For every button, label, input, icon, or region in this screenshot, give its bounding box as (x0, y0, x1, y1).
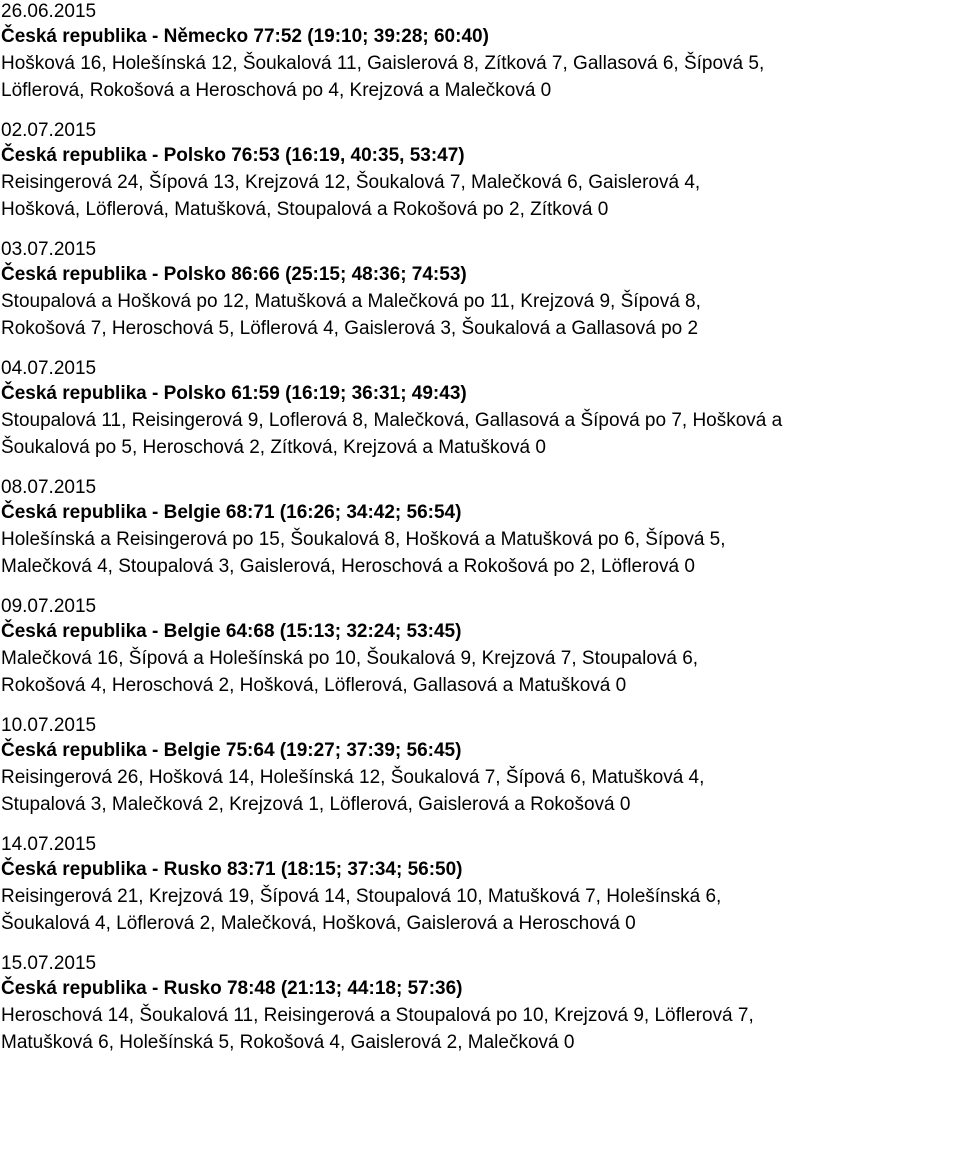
match-title: Česká republika - Rusko 83:71 (18:15; 37:34; 56:50) (1, 859, 463, 880)
scorers-line: Šoukalová 4, Löflerová 2, Malečková, Hošková, Gaislerová a Heroschová 0 (1, 913, 636, 934)
match-entry (1, 357, 960, 461)
scorers-line: Stoupalová 11, Reisingerová 9, Loflerová 8, Malečková, Gallasová a Šípová po 7, Hošková a (1, 410, 783, 431)
match-date: 09.07.2015 (1, 596, 97, 617)
scorers-line: Malečková 16, Šípová a Holešínská po 10, Šoukalová 9, Krejzová 7, Stoupalová 6, (1, 648, 699, 669)
scorers-line: Stupalová 3, Malečková 2, Krejzová 1, Löflerová, Gaislerová a Rokošová 0 (1, 794, 631, 815)
scorers-line: Rokošová 4, Heroschová 2, Hošková, Löflerová, Gallasová a Matušková 0 (1, 675, 627, 696)
match-date: 15.07.2015 (1, 953, 97, 974)
match-date: 08.07.2015 (1, 477, 97, 498)
scorers-line: Reisingerová 26, Hošková 14, Holešínská 12, Šoukalová 7, Šípová 6, Matušková 4, (1, 767, 705, 788)
match-date: 04.07.2015 (1, 358, 97, 379)
match-entry (1, 595, 960, 699)
match-date: 10.07.2015 (1, 715, 97, 736)
match-entry (1, 714, 960, 818)
scorers-line: Hošková, Löflerová, Matušková, Stoupalová a Rokošová po 2, Zítková 0 (1, 199, 609, 220)
scorers-line: Reisingerová 24, Šípová 13, Krejzová 12, Šoukalová 7, Malečková 6, Gaislerová 4, (1, 172, 701, 193)
match-entry (1, 119, 960, 223)
match-entry (1, 0, 960, 104)
scorers-line: Löflerová, Rokošová a Heroschová po 4, Krejzová a Malečková 0 (1, 80, 552, 101)
match-entry (1, 952, 960, 1056)
scorers-line: Stoupalová a Hošková po 12, Matušková a Malečková po 11, Krejzová 9, Šípová 8, (1, 291, 701, 312)
match-title: Česká republika - Belgie 68:71 (16:26; 34:42; 56:54) (1, 502, 462, 523)
match-date: 03.07.2015 (1, 239, 97, 260)
match-title: Česká republika - Polsko 61:59 (16:19; 36:31; 49:43) (1, 383, 467, 404)
match-title: Česká republika - Německo 77:52 (19:10; 39:28; 60:40) (1, 26, 489, 47)
match-entry (1, 833, 960, 937)
match-entry (1, 476, 960, 580)
match-title: Česká republika - Polsko 76:53 (16:19, 40:35, 53:47) (1, 145, 465, 166)
scorers-line: Reisingerová 21, Krejzová 19, Šípová 14, Stoupalová 10, Matušková 7, Holešínská 6, (1, 886, 722, 907)
match-date: 26.06.2015 (1, 1, 97, 22)
scorers-line: Holešínská a Reisingerová po 15, Šoukalová 8, Hošková a Matušková po 6, Šípová 5, (1, 529, 726, 550)
match-title: Česká republika - Rusko 78:48 (21:13; 44:18; 57:36) (1, 978, 463, 999)
match-date: 14.07.2015 (1, 834, 97, 855)
match-title: Česká republika - Belgie 75:64 (19:27; 37:39; 56:45) (1, 740, 462, 761)
match-title: Česká republika - Polsko 86:66 (25:15; 48:36; 74:53) (1, 264, 467, 285)
scorers-line: Rokošová 7, Heroschová 5, Löflerová 4, Gaislerová 3, Šoukalová a Gallasová po 2 (1, 318, 699, 339)
match-title: Česká republika - Belgie 64:68 (15:13; 32:24; 53:45) (1, 621, 462, 642)
match-entry (1, 238, 960, 342)
scorers-line: Šoukalová po 5, Heroschová 2, Zítková, Krejzová a Matušková 0 (1, 437, 546, 458)
scorers-line: Hošková 16, Holešínská 12, Šoukalová 11, Gaislerová 8, Zítková 7, Gallasová 6, Šípová 5, (1, 53, 765, 74)
scorers-line: Heroschová 14, Šoukalová 11, Reisingerová a Stoupalová po 10, Krejzová 9, Löflerová 7, (1, 1005, 754, 1026)
scorers-line: Matušková 6, Holešínská 5, Rokošová 4, Gaislerová 2, Malečková 0 (1, 1032, 575, 1053)
scorers-line: Malečková 4, Stoupalová 3, Gaislerová, Heroschová a Rokošová po 2, Löflerová 0 (1, 556, 695, 577)
match-date: 02.07.2015 (1, 120, 97, 141)
